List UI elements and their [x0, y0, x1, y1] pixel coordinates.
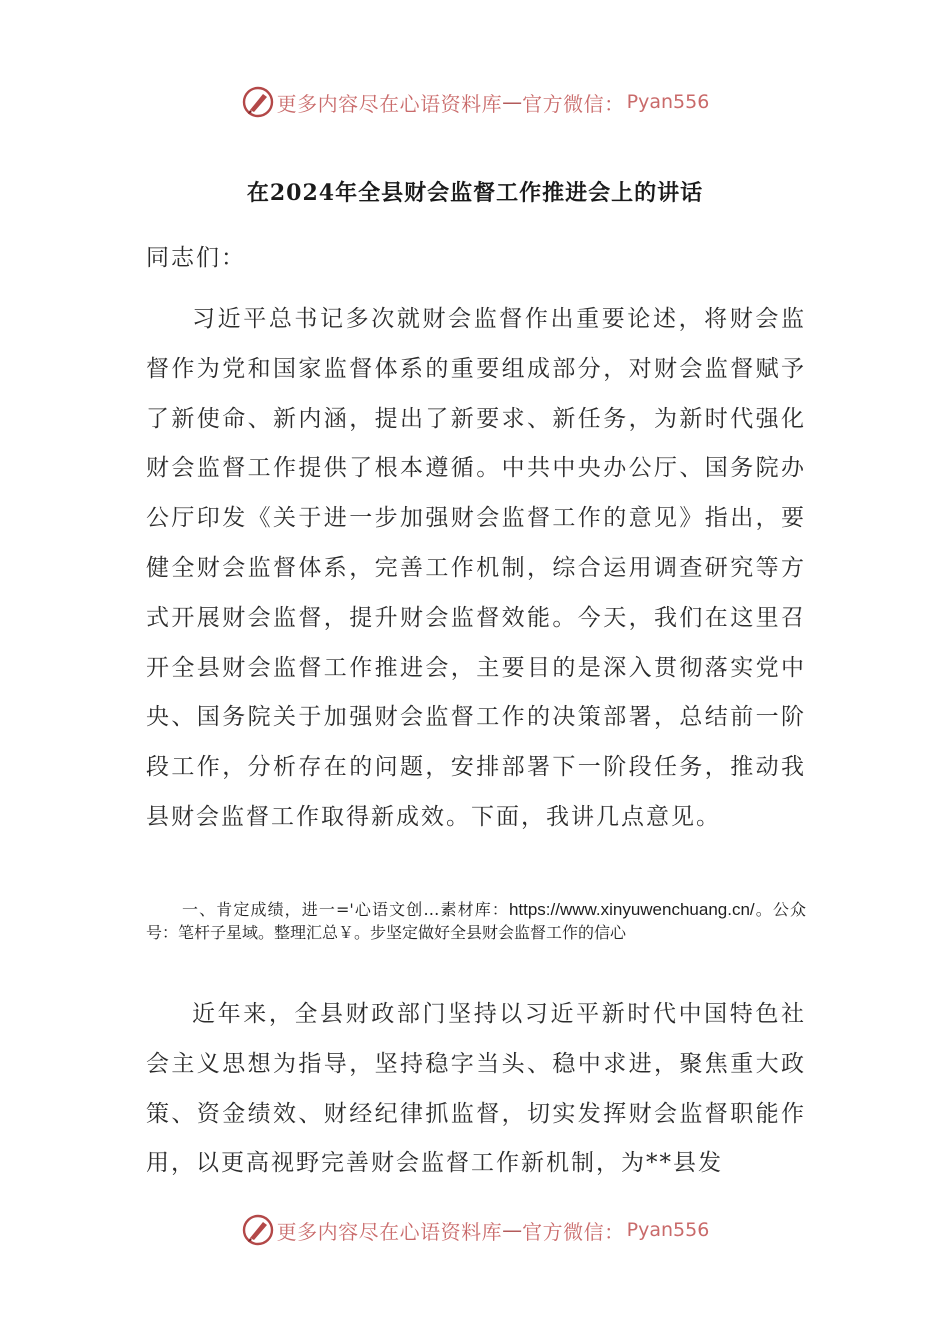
heading-prefix: 一、肯定成绩，进一='心语文创…素材库： — [182, 900, 509, 919]
salutation: 同志们： — [146, 245, 246, 271]
footer-watermark-banner — [0, 1210, 950, 1250]
paragraph-intro: 习近平总书记多次就财会监督作出重要论述，将财会监督作为党和国家监督体系的重要组成部分，对财会监督赋予了新使命、新内涵，提出了新要求、新任务，为新时代强化财会监督工作提供了根本遵循。中共中央办公厅、国务院办公厅印发《关于进一步加强财会监督工作的意见》指出，要健全财会监督体系，完善工作机制，综合运用调查研究等方式开展财会监督，提升财会监督效能。今天，我们在这里召开全县财会监督工作推进会，主要目的是深入贯彻落实党中央、国务院关于加强财会监督工作的决策部署，总结前一阶段工作，分析存在的问题，安排部署下一阶段任务，推动我县财会监督工作取得新成效。下面，我讲几点意见。 — [146, 306, 806, 830]
banner-separator: — — [502, 1218, 523, 1242]
banner-text: 更多内容尽在心语资料库 — [276, 91, 503, 116]
heading-url: https://www.xinyuwenchuang.cn/ — [508, 900, 755, 919]
banner-wechat-label: 官方微信： — [522, 1219, 625, 1244]
heading-suffix: 。公众号：笔杆子星域。整理汇总￥。步坚定做好全县财会监督工作的信心 — [146, 900, 806, 942]
pen-logo-icon — [241, 1213, 275, 1247]
banner-wechat-label: 官方微信： — [522, 91, 625, 116]
section-heading-1 — [146, 898, 806, 944]
banner-wechat-id: Pyan556 — [626, 1219, 710, 1241]
banner-wechat-id: Pyan556 — [626, 91, 710, 113]
paragraph-achievements: 近年来，全县财政部门坚持以习近平新时代中国特色社会主义思想为指导，坚持稳字当头、稳中求进，聚焦重大政策、资金绩效、财经纪律抓监督，切实发挥财会监督职能作用，以更高视野完善财会监督工作新机制，为**县发 — [146, 1001, 806, 1177]
header-watermark-banner — [0, 82, 950, 122]
banner-separator: — — [502, 90, 523, 114]
document-title: 在2024年全县财会监督工作推进会上的讲话 — [246, 180, 704, 206]
pen-logo-icon — [241, 85, 275, 119]
banner-text: 更多内容尽在心语资料库 — [276, 1219, 503, 1244]
